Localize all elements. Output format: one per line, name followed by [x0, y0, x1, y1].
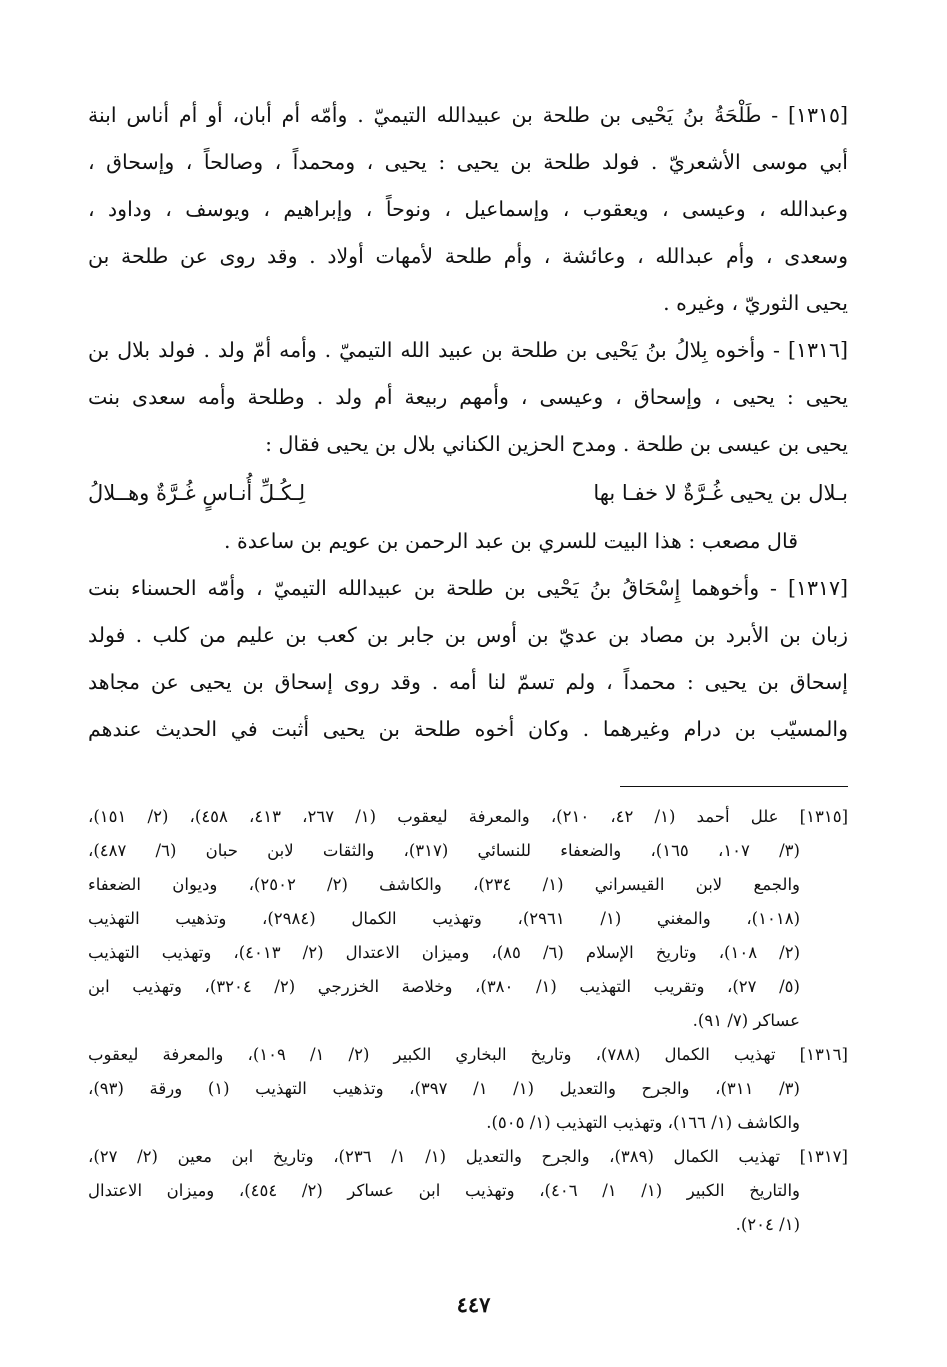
text-line: يحيى الثوريّ ، وغيره . — [663, 291, 848, 315]
main-text — [88, 92, 848, 753]
text-line: [١٣١٥] - طَلْحَةُ بنُ يَحْيى بن طلحة بن عبيدالله التيميّ . وأمّه أم أبان، أو أم أناس ابنة — [88, 103, 848, 127]
footnote-1315 — [88, 800, 848, 1038]
footnote-line: (٣/ ١٠٧، ١٦٥)، والضعفاء للنسائي (٣١٧)، والثقات لابن حبان (٦/ ٤٨٧)، — [88, 841, 800, 860]
footnote-line: والتاريخ الكبير (١/ ١/ ٤٠٦)، وتهذيب ابن عساكر (٢/ ٤٥٤)، وميزان الاعتدال — [88, 1181, 801, 1200]
footnote-1317 — [88, 1140, 848, 1242]
footnote-line: (١٠١٨)، والمغني (١/ ٢٩٦١)، وتهذيب الكمال (٢٩٨٤)، وتذهيب التهذيب — [88, 909, 800, 928]
footnote-line: (٣/ ٣١١)، والجرح والتعديل (١/ ١/ ٣٩٧)، وتذهيب التهذيب (١) ورقة (٩٣)، — [88, 1079, 800, 1098]
footnote-1316 — [88, 1038, 848, 1140]
footnote-line: (٥/ ٢٧)، وتقريب التهذيب (١/ ٣٨٠)، وخلاصة الخزرجي (٢/ ٣٢٠٤)، وتهذيب ابن — [88, 977, 800, 996]
footnote-line: [١٣١٥] علل أحمد (١/ ٤٢، ٢١٠)، والمعرفة ليعقوب (١/ ٢٦٧، ٤١٣، ٤٥٨)، (٢/ ١٥١)، — [88, 807, 848, 826]
footnote-line: والكاشف (١/ ١٦٦)، وتهذيب التهذيب (١/ ٥٠٥). — [486, 1113, 800, 1132]
text-line: يحيى : يحيى ، وإسحاق ، وعيسى ، وأمهم ربيعة أم ولد . وطلحة وأمه سعدى بنت — [88, 385, 848, 409]
text-line: [١٣١٧] - وأخوهما إِسْحَاقُ بنُ يَحْيى بن طلحة بن عبيدالله التيميّ ، وأمّه الحسناء بنت — [88, 576, 848, 600]
page-number: ٤٤٧ — [456, 1292, 491, 1317]
text-line: يحيى بن عيسى بن طلحة . ومدح الحزين الكناني بلال بن يحيى فقال : — [265, 432, 848, 456]
poem-hemistich-second: لِـكُـلِّ أُنـاسٍ غُـرَّةٌ وهــلالُ — [88, 481, 306, 505]
footnote-line: [١٣١٧] تهذيب الكمال (٣٨٩)، والجرح والتعديل (١/ ١/ ٢٣٦)، وتاريخ ابن معين (٢/ ٢٧)، — [88, 1147, 848, 1166]
text-line: وسعدى ، وأم عبدالله ، وعائشة ، وأم طلحة لأمهات أولاد . وقد روى عن طلحة بن — [88, 244, 848, 268]
footnote-line: (١/ ٢٠٤). — [735, 1215, 800, 1234]
text-line: أبي موسى الأشعريّ . فولد طلحة بن يحيى : يحيى ، ومحمداً ، وصالحاً ، وإسحاق ، — [88, 150, 848, 174]
text-line: إسحاق بن يحيى : محمداً ، ولم تسمّ لنا أمه . وقد روى إسحاق بن يحيى عن مجاهد — [88, 670, 848, 694]
text-line: والمسيّب بن درام وغيرهما . وكان أخوه طلحة بن يحيى أثبت في الحديث عندهم — [88, 717, 848, 741]
footnote-line: [١٣١٦] تهذيب الكمال (٧٨٨)، وتاريخ البخاري الكبير (٢/ ١/ ١٠٩)، والمعرفة ليعقوب — [88, 1045, 848, 1064]
text-line: قال مصعب : هذا البيت للسري بن عبد الرحمن بن عويم بن ساعدة . — [223, 529, 798, 553]
text-line: [١٣١٦] - وأخوه بِلالُ بنُ يَحْيى بن طلحة بن عبيد الله التيميّ . وأمه أمّ ولد . فولد بلال بن — [88, 338, 848, 362]
footnote-line: والجمع لابن القيسراني (١/ ٢٣٤)، والكاشف (٢/ ٢٥٠٢)، وديوان الضعفاء — [88, 875, 800, 894]
footnote-line: عساكر (٧/ ٩١). — [692, 1011, 800, 1030]
footnote-divider — [620, 786, 848, 787]
poem-hemistich-first: بـلال بن يحيى غُـرَّةٌ لا خفـا بها — [593, 481, 848, 505]
poem-verse — [88, 468, 848, 518]
text-line: وعبدالله ، وعيسى ، ويعقوب ، وإسماعيل ، ونوحاً ، وإبراهيم ، ويوسف ، وداود ، — [88, 197, 848, 221]
text-line: زبان بن الأبرد بن مصاد بن عديّ بن أوس بن جابر بن كعب بن عليم من كلب . فولد — [88, 623, 848, 647]
footnotes — [88, 800, 848, 1242]
footnote-line: (٢/ ١٠٨)، وتاريخ الإسلام (٦/ ٨٥)، وميزان الاعتدال (٢/ ٤٠١٣)، وتهذيب التهذيب — [88, 943, 800, 962]
